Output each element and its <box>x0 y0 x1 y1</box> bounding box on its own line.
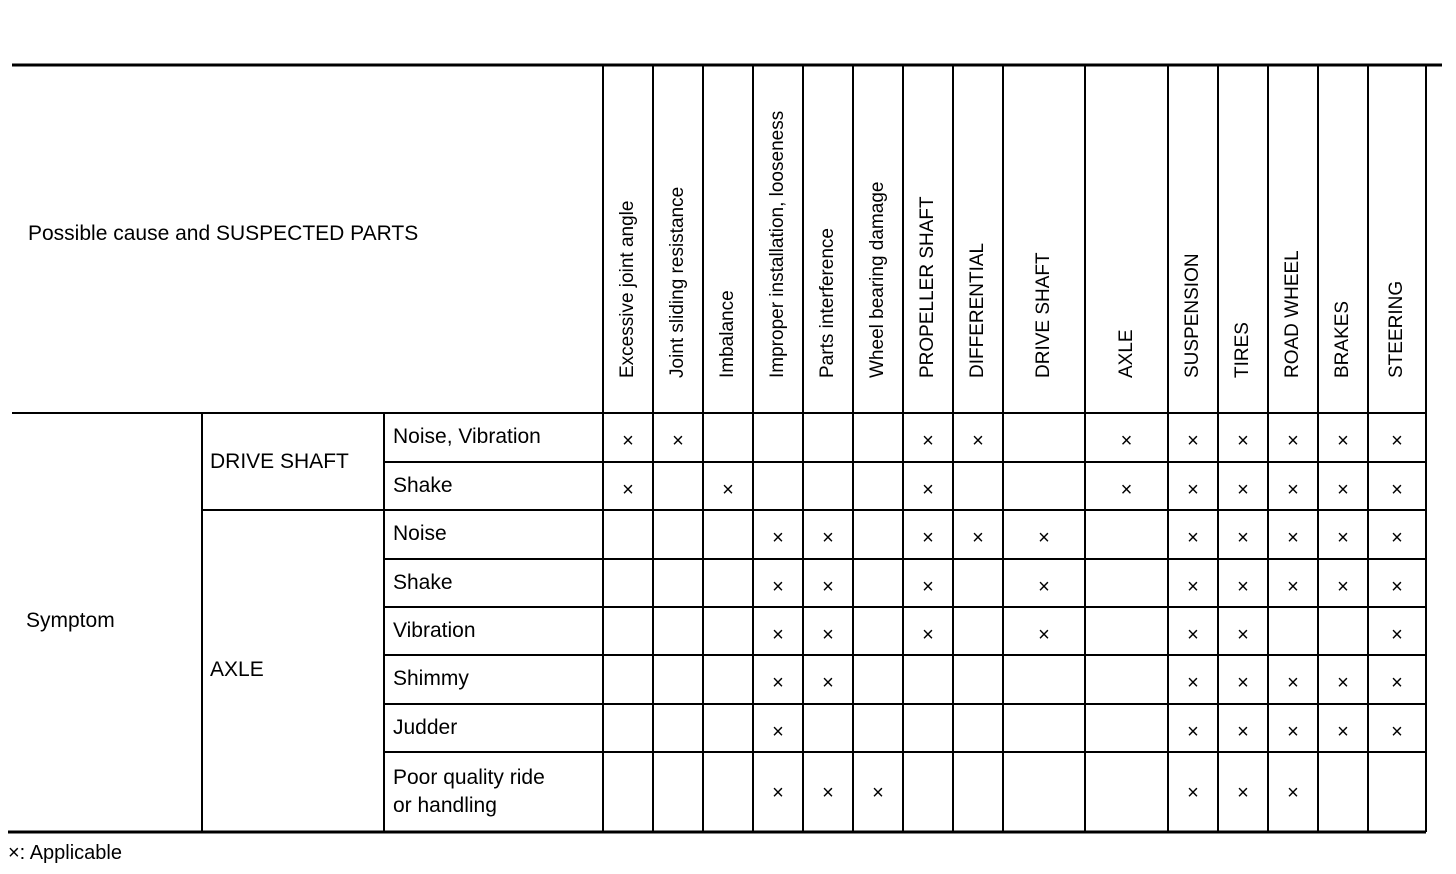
applicable-mark: × <box>1337 479 1349 501</box>
applicable-mark: × <box>922 527 934 549</box>
column-header-label: Joint sliding resistance <box>667 186 688 378</box>
column-header-label: DRIVE SHAFT <box>1033 252 1054 378</box>
row-label: Noise <box>393 522 447 545</box>
applicable-mark: × <box>972 430 984 452</box>
applicable-mark: × <box>1391 721 1403 743</box>
applicable-mark: × <box>722 479 734 501</box>
applicable-mark: × <box>772 624 784 646</box>
applicable-mark: × <box>772 782 784 804</box>
row-header-symptom: Symptom <box>26 609 115 632</box>
applicable-mark: × <box>922 624 934 646</box>
applicable-mark: × <box>1391 527 1403 549</box>
applicable-mark: × <box>922 576 934 598</box>
applicable-mark: × <box>1187 672 1199 694</box>
applicable-mark: × <box>1337 430 1349 452</box>
applicable-mark: × <box>1287 782 1299 804</box>
applicable-mark: × <box>1391 624 1403 646</box>
row-label: Shake <box>393 474 453 497</box>
applicable-mark: × <box>1237 624 1249 646</box>
applicable-mark: × <box>822 782 834 804</box>
applicable-mark: × <box>1337 672 1349 694</box>
applicable-mark: × <box>1391 479 1403 501</box>
column-header-label: Imbalance <box>717 290 738 378</box>
applicable-mark: × <box>1391 576 1403 598</box>
applicable-mark: × <box>1337 721 1349 743</box>
applicable-mark: × <box>622 479 634 501</box>
column-header-label: AXLE <box>1115 329 1137 378</box>
column-header-label: TIRES <box>1232 322 1253 378</box>
applicable-mark: × <box>772 721 784 743</box>
applicable-mark: × <box>1287 672 1299 694</box>
column-header-label: Parts interference <box>817 228 838 378</box>
row-label: Noise, Vibration <box>393 425 541 448</box>
column-header-label: Excessive joint angle <box>617 200 638 378</box>
column-header-label: Improper installation, looseness <box>767 110 788 378</box>
applicable-mark: × <box>772 527 784 549</box>
header-title: Possible cause and SUSPECTED PARTS <box>28 222 419 245</box>
group-label: AXLE <box>210 658 264 681</box>
column-header-label: STEERING <box>1386 280 1407 378</box>
applicable-mark: × <box>1237 672 1249 694</box>
group-label: DRIVE SHAFT <box>210 449 349 473</box>
column-header-label: PROPELLER SHAFT <box>917 196 938 378</box>
applicable-mark: × <box>672 430 684 452</box>
applicable-mark: × <box>1287 721 1299 743</box>
applicable-mark: × <box>822 576 834 598</box>
legend-text: ×: Applicable <box>8 842 122 864</box>
applicable-mark: × <box>1120 479 1133 501</box>
applicable-mark: × <box>1337 527 1349 549</box>
applicable-mark: × <box>1237 721 1249 743</box>
row-label: Vibration <box>393 619 476 642</box>
applicable-mark: × <box>972 527 984 549</box>
row-label: Judder <box>393 716 458 739</box>
applicable-mark: × <box>822 624 834 646</box>
row-label: Shimmy <box>393 667 469 690</box>
applicable-mark: × <box>872 782 884 804</box>
applicable-mark: × <box>1237 479 1249 501</box>
applicable-mark: × <box>622 430 634 452</box>
applicable-mark: × <box>922 430 934 452</box>
applicable-mark: × <box>1287 527 1299 549</box>
applicable-mark: × <box>1187 479 1199 501</box>
applicable-mark: × <box>772 672 784 694</box>
applicable-mark: × <box>1337 576 1349 598</box>
applicable-mark: × <box>1237 782 1249 804</box>
column-header-label: BRAKES <box>1332 300 1353 378</box>
applicable-mark: × <box>772 576 784 598</box>
applicable-mark: × <box>1237 527 1249 549</box>
column-header-label: DIFFERENTIAL <box>967 242 988 378</box>
applicable-mark: × <box>822 672 834 694</box>
row-label: Shake <box>393 571 453 594</box>
applicable-mark: × <box>1187 782 1199 804</box>
applicable-mark: × <box>1237 576 1249 598</box>
applicable-mark: × <box>1120 430 1133 452</box>
applicable-mark: × <box>1187 624 1199 646</box>
column-header-label: SUSPENSION <box>1182 253 1203 378</box>
applicable-mark: × <box>1287 479 1299 501</box>
applicable-mark: × <box>1038 624 1050 646</box>
applicable-mark: × <box>1187 721 1199 743</box>
applicable-mark: × <box>1237 430 1249 452</box>
applicable-mark: × <box>1287 430 1299 452</box>
applicable-mark: × <box>922 479 934 501</box>
row-label: Poor quality ride or handling <box>393 766 545 817</box>
applicable-mark: × <box>1391 430 1403 452</box>
applicable-mark: × <box>822 527 834 549</box>
column-header-label: Wheel bearing damage <box>867 181 888 378</box>
column-header-label: ROAD WHEEL <box>1282 250 1303 378</box>
applicable-mark: × <box>1187 430 1199 452</box>
applicable-mark: × <box>1038 527 1050 549</box>
applicable-mark: × <box>1187 527 1199 549</box>
applicable-mark: × <box>1187 576 1199 598</box>
applicable-mark: × <box>1038 576 1050 598</box>
applicable-mark: × <box>1287 576 1299 598</box>
applicable-mark: × <box>1391 672 1403 694</box>
